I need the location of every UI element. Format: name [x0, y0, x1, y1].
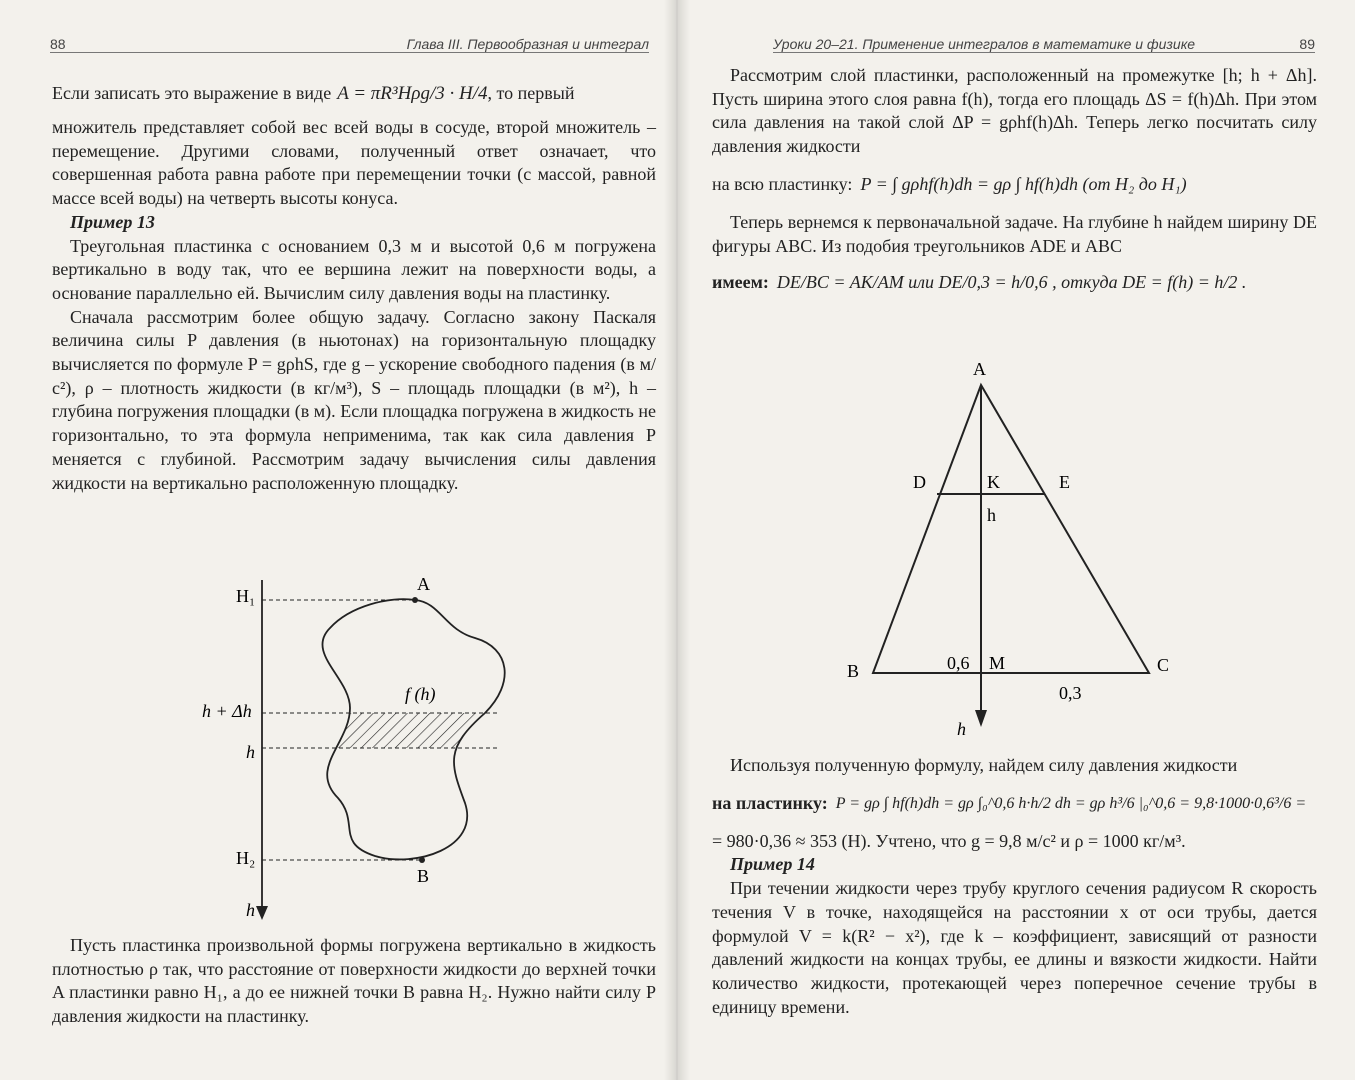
right-page: [677, 0, 1355, 1080]
tri-label-C: C: [1157, 655, 1170, 675]
intro-formula-line: [52, 72, 656, 116]
tri-label-E: E: [1059, 472, 1070, 492]
tri-label-D: D: [913, 472, 926, 492]
right-para-3: Используя полученную формулу, найдем силу давления жидкости: [730, 755, 1238, 775]
formula-2-line: [712, 258, 1317, 308]
depth-axis-arrow: [256, 906, 268, 920]
triangle-figure: [827, 355, 1187, 745]
tri-label-M: M: [989, 653, 1006, 673]
formula-1-line: [712, 159, 1317, 211]
left-running-head: [50, 30, 649, 53]
label-h-plus-dh: h + Δh: [202, 701, 252, 721]
right-para-2: Теперь вернемся к первоначальной задаче. На глубине h найдем ширину DE фигуры ABC. Из подобия треугольников ADE и ABC: [712, 211, 1317, 256]
triangle-ABC: [873, 385, 1149, 673]
label-fh: f (h): [405, 684, 436, 704]
formula-3: P = gρ ∫ hf(h)dh = gρ ∫₀^0,6 h·h/2 dh = gρ h³/6 |₀^0,6 = 9,8·1000·0,6³/6 =: [835, 794, 1307, 812]
hatched-strip: [290, 713, 520, 748]
altitude-arrow: [975, 710, 987, 727]
label-h: h: [246, 742, 255, 762]
tri-label-K: K: [987, 472, 1000, 492]
formula-1: P = ∫ gρhf(h)dh = gρ ∫ hf(h)dh (от H₂ до H₁): [860, 173, 1187, 194]
left-text-top: [52, 72, 656, 495]
intro-pre: Если записать это выражение в виде: [52, 83, 332, 104]
right-text-top: [712, 64, 1317, 308]
point-A: [412, 597, 418, 603]
right-lesson-title: Уроки 20–21. Применение интегралов в математике и физике: [773, 36, 1196, 52]
example-13-heading: Пример 13: [70, 211, 155, 232]
right-page-number: 89: [1299, 36, 1315, 52]
right-para-4: При течении жидкости через трубу круглого сечения радиусом R скорость течения V в точке, находящейся на расстоянии x от оси трубы, дается формулой V = k(R² − x²), где k – коэффициент, зависящий от разности давлений жидкости на концах трубы, ее длины и вязкости жидкости. Найти количество жидкости, протекающей через поперечное сечение трубы в единицу времени.: [712, 878, 1317, 1017]
right-para-1: Рассмотрим слой пластинки, расположенный на промежутке [h; h + Δh]. Пусть ширина этого слоя равна f(h), тогда его площадь ΔS = f(h)Δh. При этом сила давления на такой слой ΔP = gρhf(h)Δh. Теперь легко посчитать силу давления жидкости: [712, 65, 1317, 157]
formula-3-line: [712, 778, 1317, 830]
right-running-head: [773, 30, 1315, 53]
tri-label-A: A: [973, 359, 986, 379]
tri-label-06: 0,6: [947, 653, 970, 673]
label-axis-h: h: [246, 900, 255, 920]
left-page: [0, 0, 677, 1080]
left-text-bottom: [52, 934, 656, 1029]
left-para-3: Сначала рассмотрим более общую задачу. Согласно закону Паскаля величина силы P давления (в ньютонах) на горизонтальную площадку вычисляется по формуле P = gρhS, где g – ускорение свободного падения (в м/с²), ρ – плотность жидкости (в кг/м³), S – площадь площадки (в м²), h – глубина погружения площадки (в м). Если площадка погружена в жидкость не горизонтально, то эта формула неприменима, так как сила давления P меняется с глубиной. Рассмотрим задачу вычисления силы давления жидкости на вертикально расположенную площадку.: [52, 306, 656, 493]
left-page-number: 88: [50, 36, 66, 52]
intro-formula: A = πR³Hρg/3 · H/4: [337, 83, 488, 105]
formula-2: DE/BC = AK/AM или DE/0,3 = h/0,6 , откуда DE = f(h) = h/2 .: [776, 272, 1247, 293]
point-B: [419, 857, 425, 863]
left-chapter-title: Глава III. Первообразная и интеграл: [406, 36, 649, 52]
formula-3-continued: = 980·0,36 ≈ 353 (Н). Учтено, что g = 9,8 м/с² и ρ = 1000 кг/м³.: [712, 830, 1186, 851]
tri-label-03: 0,3: [1059, 683, 1082, 703]
left-para-4: Пусть пластинка произвольной формы погружена вертикально в жидкость плотностью ρ так, что расстояние от поверхности жидкости до верхней точки A пластинки равно H₁, а до ее нижней точки B равна H₂. Нужно найти силу P давления жидкости на пластинку.: [52, 935, 656, 1027]
intro-post: , то первый: [487, 83, 575, 104]
label-B: B: [417, 866, 430, 886]
example-14-heading: Пример 14: [730, 854, 815, 875]
label-H2: H₂: [236, 848, 256, 868]
left-para-2: Треугольная пластинка с основанием 0,3 м и высотой 0,6 м погружена вертикально в воду так, что ее вершина лежит на поверхности воды, а основание параллельно ей. Вычислим силу давления воды на пластинку.: [52, 235, 656, 303]
tri-label-h-axis: h: [957, 719, 966, 739]
formula-2-pre: имеем:: [712, 272, 769, 293]
formula-3-pre: на пластинку:: [712, 792, 828, 813]
plate-figure: [190, 568, 530, 928]
left-para-1: множитель представляет собой вес всей воды в сосуде, второй множитель – перемещение. Другими словами, полученный ответ означает, что совершенная работа равна работе при перемещении точки (с массой, равной массе всей воды) на четверть высоты конуса.: [52, 117, 656, 209]
label-A: A: [417, 574, 430, 594]
right-text-bottom: [712, 754, 1317, 1019]
label-H1: H₁: [236, 586, 256, 606]
tri-label-B: B: [847, 661, 860, 681]
tri-label-h-inner: h: [987, 505, 996, 525]
formula-1-pre: на всю пластинку:: [712, 173, 853, 194]
